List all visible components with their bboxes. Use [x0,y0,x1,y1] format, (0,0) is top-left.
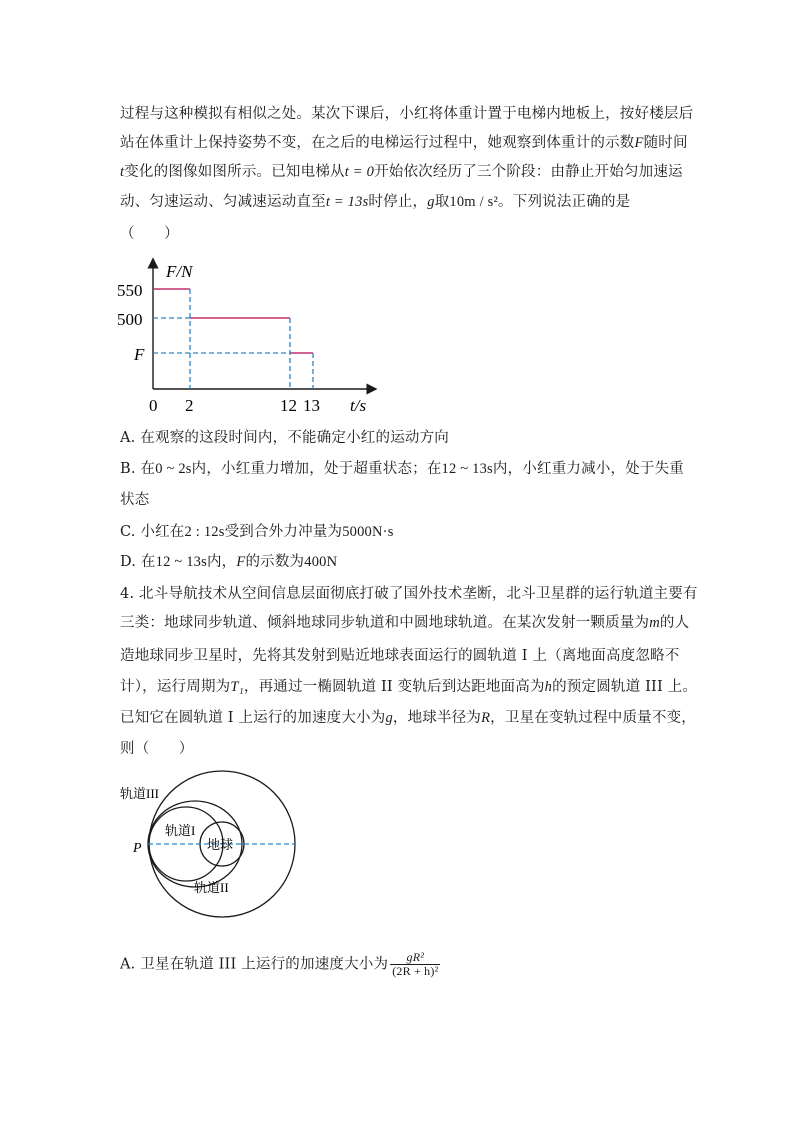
y-axis-label: F/N [166,262,193,281]
orbit-i-label: 轨道I [165,823,196,838]
q4-stem-line-4: 计），运行周期为T₁，再通过一椭圆轨道 II 变轨后到达距地面高为h的预定圆轨道 III 上。 [120,679,698,695]
q4-stem-line-1: 4. 北斗导航技术从空间信息层面彻底打破了国外技术垄断，北斗卫星群的运行轨道主要有 [120,586,698,602]
q4-stem-line-3: 造地球同步卫星时，先将其发射到贴近地球表面运行的圆轨道 I 上（离地面高度忽略不 [120,648,680,664]
x-axis-label: t/s [350,396,367,415]
q4-stem-line-2: 三类：地球同步轨道、倾斜地球同步轨道和中圆地球轨道。在某次发射一颗质量为m的人 [120,615,690,631]
q4-stem-line-5: 已知它在圆轨道 I 上运行的加速度大小为g，地球半径为R，卫星在变轨过程中质量不变， [120,710,696,726]
y-tick-F: F [134,345,145,364]
x-tick-0: 0 [149,396,158,415]
q3-stem-line-1: 过程与这种模拟有相似之处。某次下课后，小红将体重计置于电梯内地板上，按好楼层后 [120,106,694,122]
q3-option-c: C. 小红在2 : 12s受到合外力冲量为5000N·s [120,524,394,540]
q3-option-b: B. 在0 ~ 2s内，小红重力增加，处于超重状态；在12 ~ 13s内，小红重力减小，处于失重 [120,461,684,477]
y-tick-500: 500 [117,310,143,329]
y-tick-550: 550 [117,281,143,300]
orbit-ii-label: 轨道II [194,880,229,895]
q3-stem-line-3: t变化的图像如图所示。已知电梯从t = 0开始依次经历了三个阶段：由静止开始匀加速运 [120,164,683,180]
x-tick-2: 2 [185,396,194,415]
force-time-graph [110,255,390,420]
q3-option-a: A. 在观察的这段时间内，不能确定小红的运动方向 [120,430,449,446]
x-tick-12: 12 [280,396,297,415]
fraction: $\frac{\text{gR²}}{\text{(2R + h)²}}$ [392,950,439,978]
q3-option-d: D. 在12 ~ 13s内，F的示数为400N [120,554,338,570]
q4-stem-line-6: 则（ ） [120,741,194,757]
q3-stem-line-2: 站在体重计上保持姿势不变，在之后的电梯运行过程中，她观察到体重计的示数F随时间 [120,135,688,151]
orbit-iii-label: 轨道III [120,786,159,801]
q3-answer-bracket: （ ） [120,226,179,242]
q3-option-b-cont: 状态 [120,492,150,508]
earth-label: 地球 [207,837,234,852]
point-p-label: P [133,841,142,856]
x-tick-13: 13 [303,396,320,415]
orbit-diagram [110,765,310,925]
q3-stem-line-4: 动、匀速运动、匀减速运动直至t = 13s时停止，g取10m / s²。下列说法正确的是 [120,194,631,210]
q4-option-a: A. 卫星在轨道 III 上运行的加速度大小为 $\frac{\text{gR²}}{\text{(2R + h)²}}$ [120,950,439,978]
